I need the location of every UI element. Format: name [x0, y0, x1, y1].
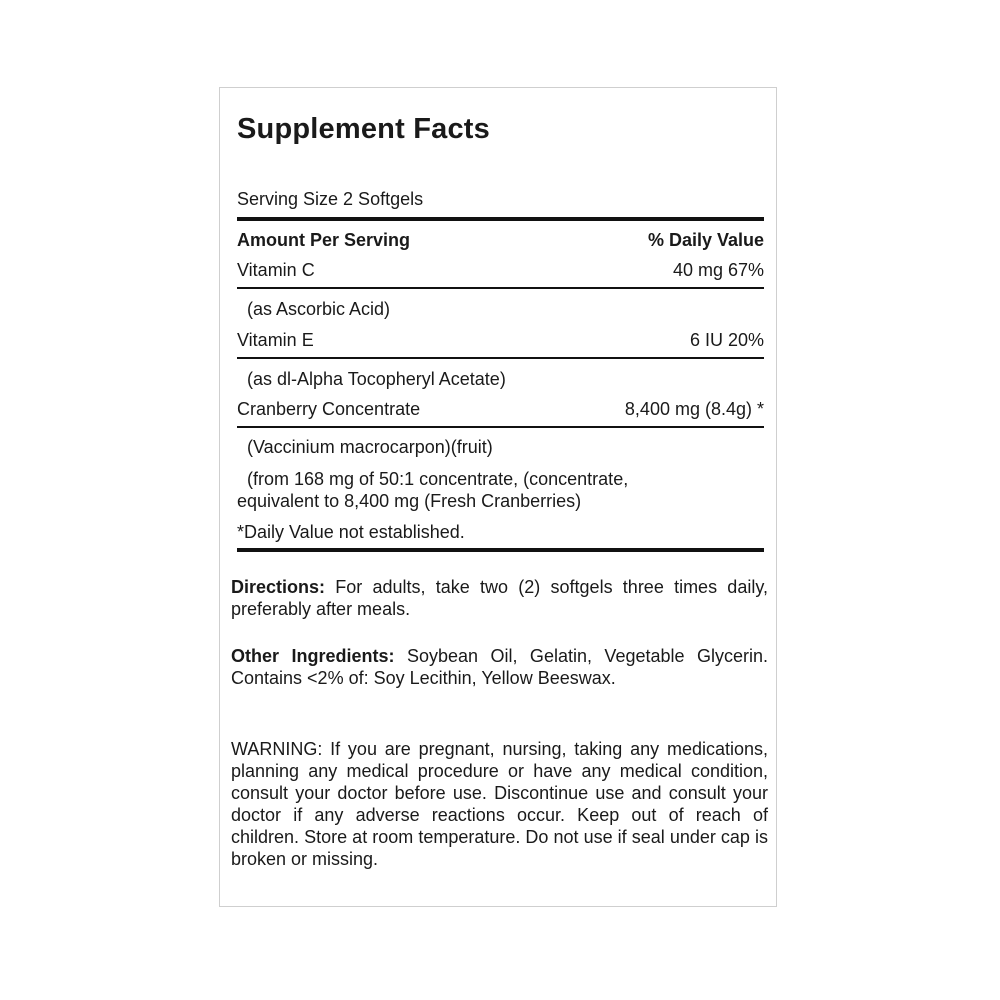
- other-ingredients-label: Other Ingredients:: [231, 646, 395, 666]
- nutrient-name: Cranberry Concentrate: [237, 399, 421, 419]
- nutrient-source-vitamin-e: (as dl-Alpha Tocopheryl Acetate): [247, 369, 506, 389]
- supplement-facts-panel: [219, 87, 777, 907]
- nutrient-name: Vitamin E: [237, 330, 314, 350]
- serving-size: Serving Size 2 Softgels: [237, 189, 424, 209]
- nutrient-name: Vitamin C: [237, 260, 315, 280]
- divider-cranberry: [237, 426, 764, 428]
- concentrate-note-line-2: equivalent to 8,400 mg (Fresh Cranberries): [237, 491, 582, 511]
- concentrate-note-line-1: (from 168 mg of 50:1 concentrate, (concentrate,: [247, 469, 629, 489]
- nutrient-source-vitamin-c: (as Ascorbic Acid): [247, 299, 391, 319]
- divider-vitamin-e: [237, 357, 764, 359]
- daily-value-footnote: *Daily Value not established.: [237, 522, 465, 542]
- divider-thick-bottom: [237, 548, 764, 552]
- daily-value-header: % Daily Value: [647, 230, 764, 250]
- directions-paragraph: [231, 576, 768, 620]
- directions-text: For adults, take two (2) softgels three times daily, preferably after meals.: [231, 577, 768, 619]
- other-ingredients-paragraph: [231, 645, 768, 689]
- nutrient-amount: 40 mg 67%: [672, 260, 764, 280]
- warning-paragraph: WARNING: If you are pregnant, nursing, taking any medications, planning any medical procedure or have any medical condition, consult your doctor before use. Discontinue use and consult your doctor if any adverse reactions occur. Keep out of reach of children. Store at room temperature. Do not use if seal under cap is broken or missing.: [231, 739, 768, 869]
- directions-label: Directions:: [231, 577, 326, 597]
- panel-title: Supplement Facts: [237, 113, 490, 145]
- nutrient-source-cranberry: (Vaccinium macrocarpon)(fruit): [247, 437, 493, 457]
- nutrient-amount: 6 IU 20%: [689, 330, 764, 350]
- nutrient-amount: 8,400 mg (8.4g) *: [624, 399, 764, 419]
- divider-thick-top: [237, 217, 764, 221]
- other-ingredients-text: Soybean Oil, Gelatin, Vegetable Glycerin. Contains <2% of: Soy Lecithin, Yellow Beeswax.: [231, 646, 768, 688]
- amount-per-serving-header: Amount Per Serving: [237, 230, 411, 250]
- divider-vitamin-c: [237, 287, 764, 289]
